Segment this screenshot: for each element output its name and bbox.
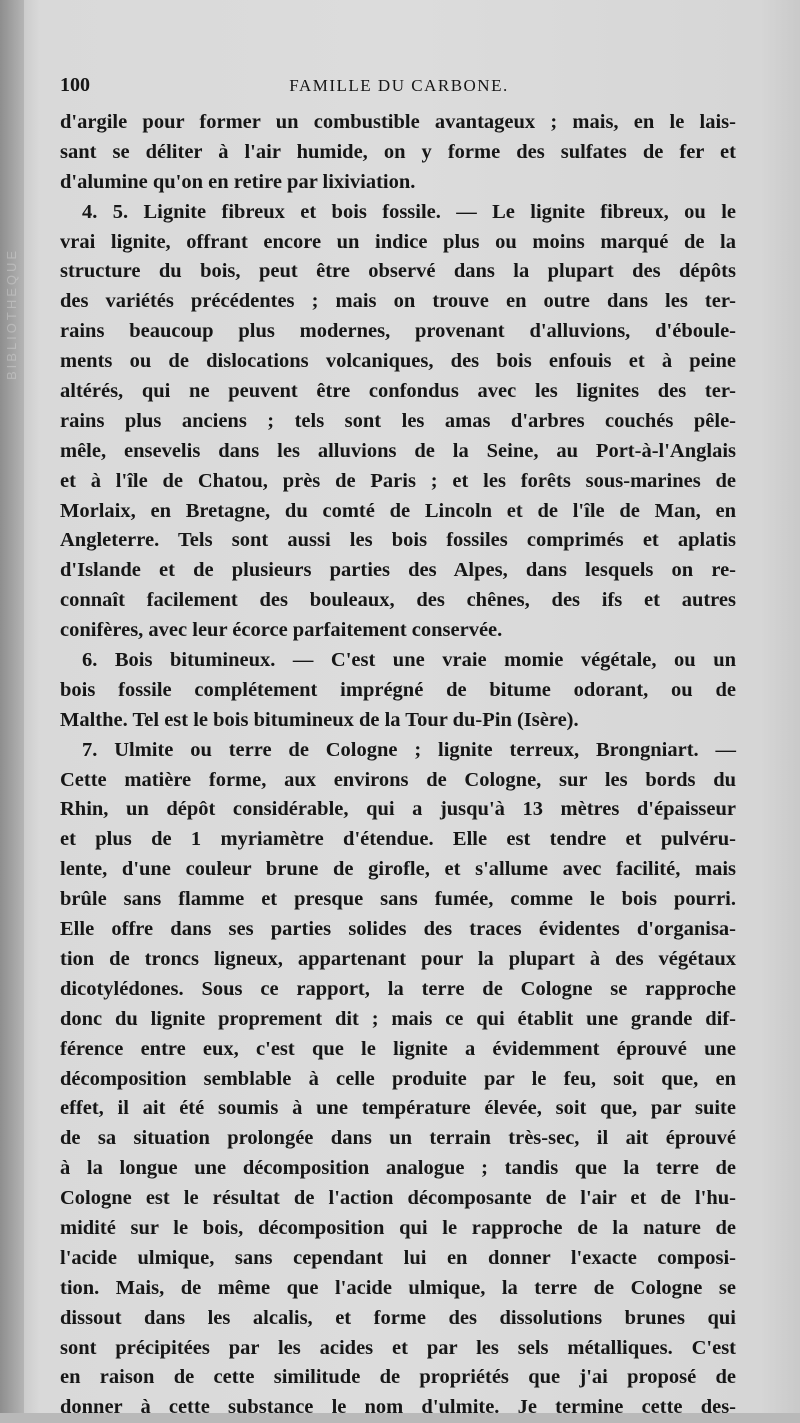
text-line: 4. 5. Lignite fibreux et bois fossile. — Le lignite fibreux, ou le	[82, 200, 736, 223]
page-number: 100	[60, 74, 90, 96]
text-line: vrai lignite, offrant encore un indice plus ou moins marqué de la	[60, 230, 736, 253]
text-line: Rhin, un dépôt considérable, qui a jusqu'à 13 mètres d'épaisseur	[60, 798, 736, 821]
text-line: rains beaucoup plus modernes, provenant d'alluvions, d'éboule-	[60, 320, 736, 343]
text-line: Morlaix, en Bretagne, du comté de Lincoln et de l'île de Man, en	[60, 499, 736, 522]
text-line: 7. Ulmite ou terre de Cologne ; lignite terreux, Brongniart. —	[82, 738, 736, 761]
text-line: Cette matière forme, aux environs de Cologne, sur les bords du	[60, 768, 736, 791]
text-line: 6. Bois bitumineux. — C'est une vraie momie végétale, ou un	[82, 649, 736, 672]
text-line: rains plus anciens ; tels sont les amas d'arbres couchés pêle-	[60, 409, 736, 432]
text-line: et à l'île de Chatou, près de Paris ; et les forêts sous-marines de	[60, 469, 736, 492]
text-line: effet, il ait été soumis à une température élevée, soit que, par suite	[60, 1097, 736, 1120]
text-line: à la longue une décomposition analogue ; tandis que la terre de	[60, 1157, 736, 1180]
text-line: d'Islande et de plusieurs parties des Alpes, dans lesquels on re-	[60, 559, 736, 582]
text-line: midité sur le bois, décomposition qui le rapproche de la nature de	[60, 1216, 736, 1239]
text-line: des variétés précédentes ; mais on trouve en outre dans les ter-	[60, 290, 736, 313]
text-line: donner à cette substance le nom d'ulmite. Je termine cette des-	[60, 1396, 736, 1419]
text-line: mêle, ensevelis dans les alluvions de la Seine, au Port-à-l'Anglais	[60, 439, 736, 462]
text-line: de sa situation prolongée dans un terrain très-sec, il ait éprouvé	[60, 1127, 736, 1150]
text-line: décomposition semblable à celle produite par le feu, soit que, en	[60, 1067, 736, 1090]
text-line: dicotylédones. Sous ce rapport, la terre de Cologne se rapproche	[60, 977, 736, 1000]
text-line: sont précipitées par les acides et par les sels métalliques. C'est	[60, 1336, 736, 1359]
text-line: lente, d'une couleur brune de girofle, et s'allume avec facilité, mais	[60, 858, 736, 881]
text-line: Malthe. Tel est le bois bitumineux de la Tour du-Pin (Isère).	[60, 708, 579, 731]
running-head: FAMILLE DU CARBONE.	[289, 76, 509, 95]
text-line: dissout dans les alcalis, et forme des dissolutions brunes qui	[60, 1306, 736, 1329]
text-line: Cologne est le résultat de l'action décomposante de l'air et de l'hu-	[60, 1187, 736, 1210]
page-header	[60, 74, 738, 100]
text-line: conifères, avec leur écorce parfaitement conservée.	[60, 619, 503, 642]
text-line: altérés, qui ne peuvent être confondus avec les lignites des ter-	[60, 380, 736, 403]
text-line: Elle offre dans ses parties solides des traces évidentes d'organisa-	[60, 918, 736, 941]
text-line: brûle sans flamme et presque sans fumée, comme le bois pourri.	[60, 888, 736, 911]
text-line: et plus de 1 myriamètre d'étendue. Elle est tendre et pulvéru-	[60, 828, 736, 851]
text-line: structure du bois, peut être observé dans la plupart des dépôts	[60, 260, 736, 283]
text-line: l'acide ulmique, sans cependant lui en donner l'exacte composi-	[60, 1246, 736, 1269]
text-line: Angleterre. Tels sont aussi les bois fossiles comprimés et aplatis	[60, 529, 736, 552]
margin-bleed-text: BIBLIOTHEQUE	[4, 247, 19, 380]
text-line: connaît facilement des bouleaux, des chênes, des ifs et autres	[60, 589, 736, 612]
text-line: en raison de cette similitude de propriétés que j'ai proposé de	[60, 1366, 736, 1389]
text-line: d'argile pour former un combustible avantageux ; mais, en le lais-	[60, 111, 736, 133]
text-line: donc du lignite proprement dit ; mais ce qui établit une grande dif-	[60, 1007, 736, 1030]
text-line: d'alumine qu'on en retire par lixiviation.	[60, 170, 416, 193]
text-line: tion. Mais, de même que l'acide ulmique, la terre de Cologne se	[60, 1276, 736, 1299]
text-line: sant se déliter à l'air humide, on y forme des sulfates de fer et	[60, 140, 736, 163]
body-text	[60, 108, 736, 1423]
text-line: bois fossile complétement imprégné de bitume odorant, ou de	[60, 678, 736, 701]
text-line: tion de troncs ligneux, appartenant pour la plupart à des végétaux	[60, 947, 736, 970]
text-line: férence entre eux, c'est que le lignite a évidemment éprouvé une	[60, 1037, 736, 1060]
text-line: ments ou de dislocations volcaniques, des bois enfouis et à peine	[60, 350, 736, 373]
